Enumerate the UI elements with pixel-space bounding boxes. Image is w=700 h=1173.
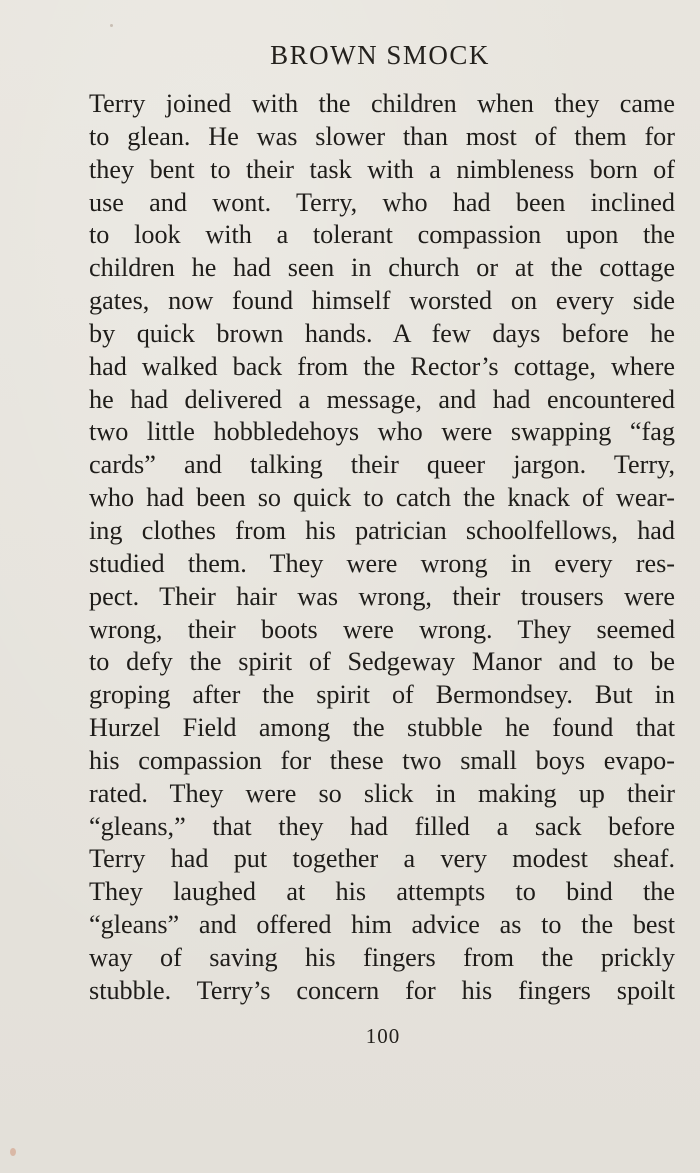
text-line: stubble. Terry’s concern for his fingers spoilt [89, 975, 675, 1005]
paper-speck [110, 24, 113, 27]
text-line: to defy the spirit of Sedgeway Manor and to be [89, 647, 675, 677]
text-line: rated. They were so slick in making up their [89, 778, 675, 808]
text-line: Terry joined with the children when they came [89, 89, 675, 118]
text-line: he had delivered a message, and had encountered [89, 384, 675, 414]
running-head: BROWN SMOCK [270, 40, 490, 70]
page-number: 100 [365, 1024, 401, 1048]
text-line: “gleans” and offered him advice as to the best [89, 910, 675, 940]
body-text [89, 88, 675, 1008]
text-line: use and wont. Terry, who had been inclined [89, 187, 675, 217]
text-line: his compassion for these two small boys evapo- [89, 745, 675, 775]
text-line: to glean. He was slower than most of them for [89, 121, 675, 151]
text-line: children he had seen in church or at the cottage [89, 253, 675, 283]
text-line: had walked back from the Rector’s cottage, where [89, 351, 675, 381]
text-line: way of saving his fingers from the prickly [89, 942, 675, 972]
text-line: to look with a tolerant compassion upon the [89, 220, 675, 250]
text-line: two little hobbledehoys who were swapping “fag [89, 417, 675, 447]
text-line: They laughed at his attempts to bind the [89, 877, 675, 907]
text-line: wrong, their boots were wrong. They seemed [89, 614, 675, 644]
text-line: who had been so quick to catch the knack of wear- [89, 483, 675, 513]
text-line: ing clothes from his patrician schoolfellows, had [89, 515, 675, 545]
text-line: pect. Their hair was wrong, their trousers were [89, 581, 675, 611]
text-line: Terry had put together a very modest sheaf. [89, 844, 675, 874]
text-line: by quick brown hands. A few days before he [89, 318, 675, 348]
text-line: Hurzel Field among the stubble he found that [89, 713, 675, 743]
text-line: gates, now found himself worsted on every side [89, 286, 675, 316]
text-line: studied them. They were wrong in every res- [89, 548, 675, 578]
text-line: groping after the spirit of Bermondsey. But in [89, 680, 675, 710]
paper-speck [10, 1148, 16, 1156]
text-line: they bent to their task with a nimbleness born of [89, 154, 675, 184]
text-line: cards” and talking their queer jargon. Terry, [89, 450, 675, 480]
text-line: “gleans,” that they had filled a sack before [89, 811, 675, 841]
